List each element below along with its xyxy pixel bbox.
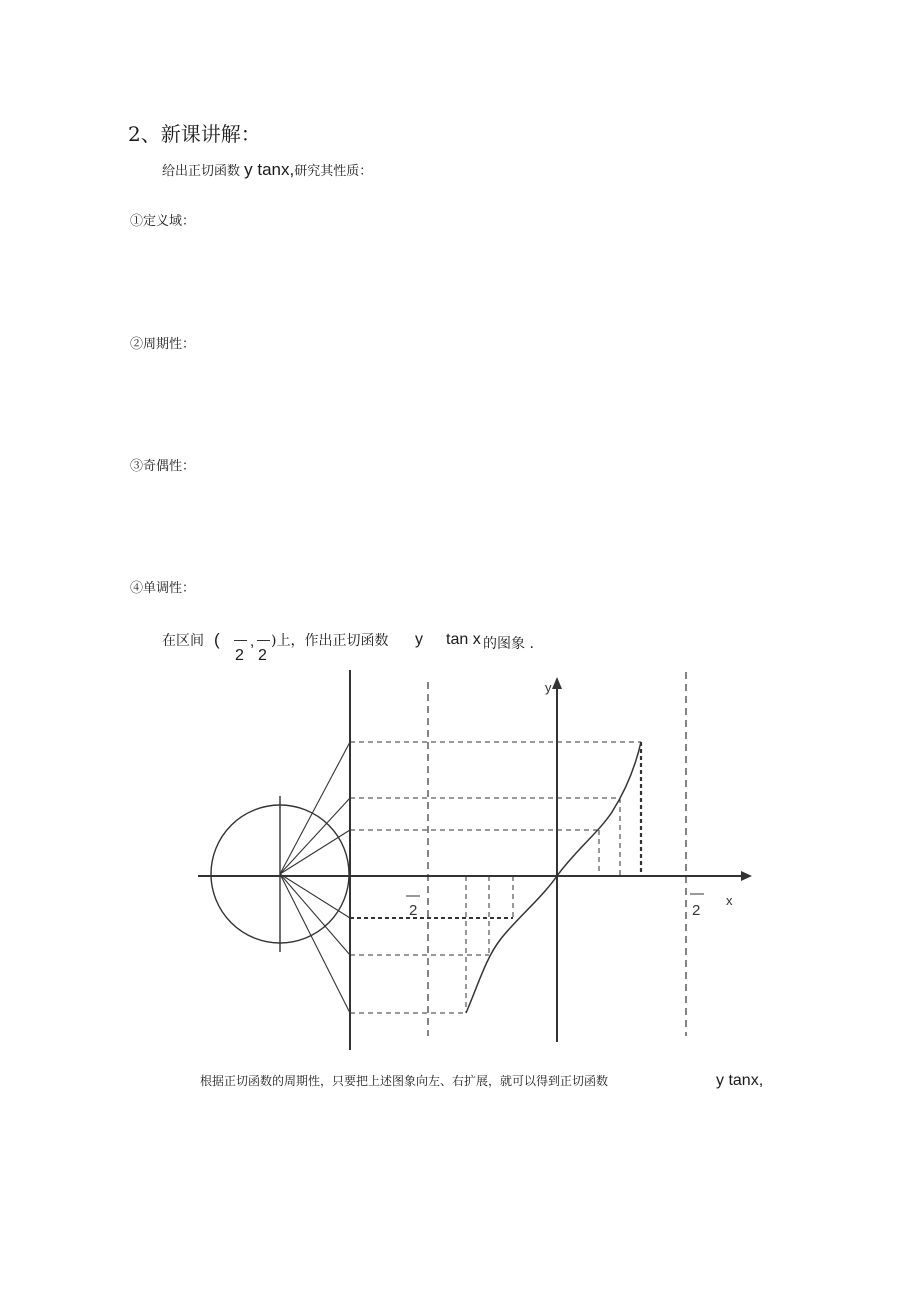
interval-open-paren: ( [214,630,220,649]
interval-func-tan: tan x [446,631,481,648]
projection-horizontal [350,742,641,1013]
y-axis-arrow [552,677,562,689]
property-period: ②周期性： [130,337,196,352]
x-axis-label: x [726,893,733,908]
intro-math: y tanx, [244,160,295,179]
interval-prefix: 在区间 [162,633,204,649]
interval-denominator-left: 2 [235,647,244,664]
interval-denominator-right: 2 [258,647,267,664]
angle-rays [280,742,350,1013]
interval-func-y: y [415,631,423,648]
tangent-curve [466,742,641,1013]
interval-comma: , [250,633,255,650]
tick-right-label: 2 [692,902,701,919]
property-monotonicity: ④单调性： [130,581,196,596]
property-parity: ③奇偶性： [130,459,196,474]
interval-suffix: 的图象 . [483,636,534,652]
conclusion-math: y tanx, [716,1072,764,1089]
property-domain: ①定义域： [130,214,196,229]
intro-prefix: 给出正切函数 [162,164,241,179]
intro-suffix: 研究其性质： [294,164,373,179]
x-axis-arrow [741,871,752,881]
interval-close-suffix: )上，作出正切函数 [271,633,389,649]
conclusion-text: 根据正切函数的周期性，只要把上述图象向左、右扩展，就可以得到正切函数 [200,1074,609,1088]
tick-left-label: 2 [409,902,418,919]
y-axis-label: y [545,680,552,695]
section-heading: 2、新课讲解： [128,122,261,146]
